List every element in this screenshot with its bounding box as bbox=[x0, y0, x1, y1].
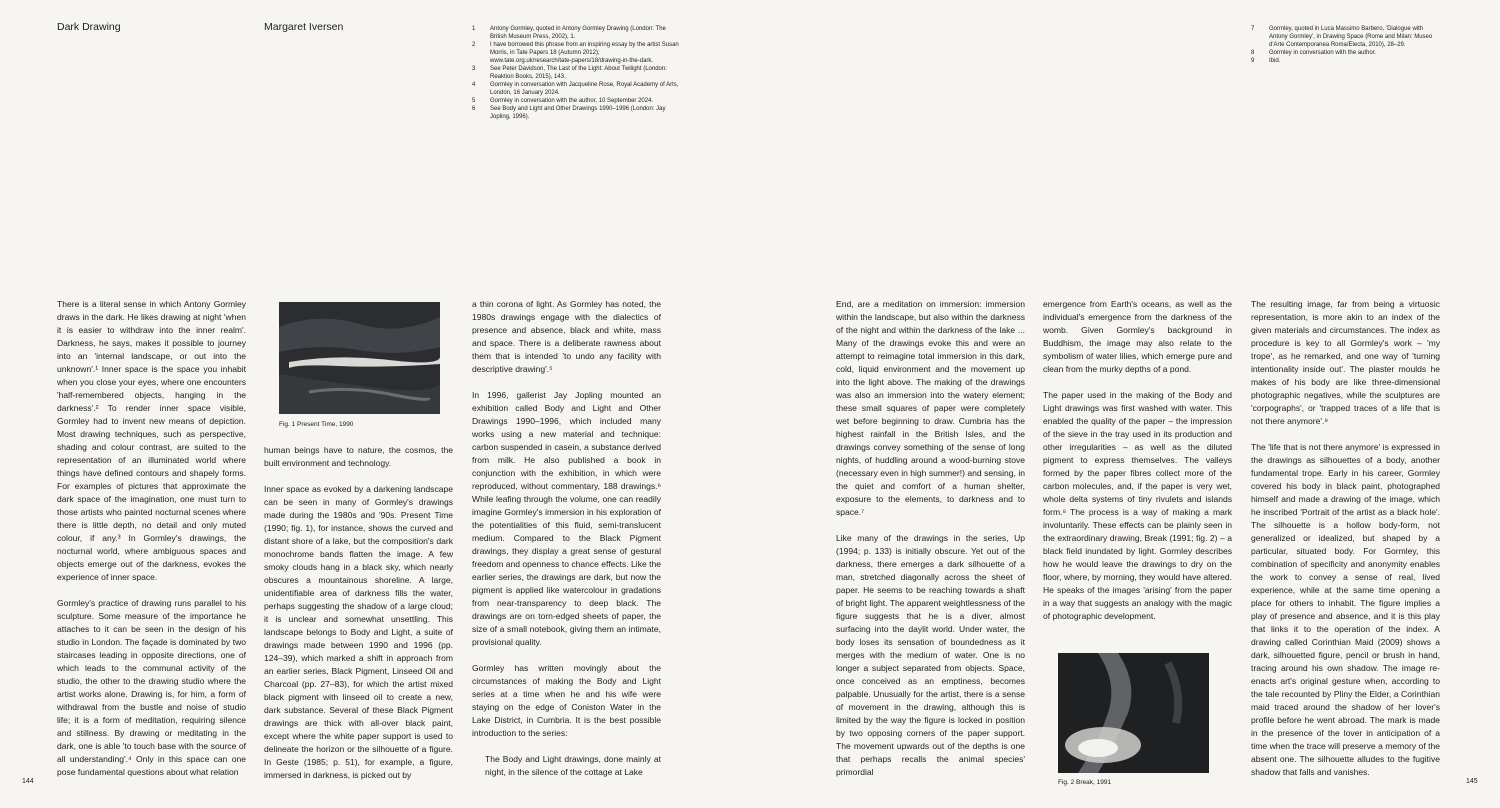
text-column-6 bbox=[1251, 298, 1440, 779]
text-column-2 bbox=[264, 444, 453, 782]
paragraph: emergence from Earth's oceans, as well as the individual's emergence from the darkness of the womb. Given Gormley's background in Buddhism, the image may also relate to the symbolism of water lilies, which emerge pure and clean from the murky depths of a pond. bbox=[1043, 299, 1232, 374]
running-title: Dark Drawing bbox=[57, 21, 121, 33]
footnote: 4 Gormley in conversation with Jacqueline Rose, Royal Academy of Arts, London, 16 January 2024. bbox=[472, 82, 679, 96]
footnote: 9 Ibid. bbox=[1251, 58, 1281, 64]
paragraph: The paper used in the making of the Body and Light drawings was first washed with water. This enabled the quality of the paper – the impression of the sieve in the tray used in its production and other irregularities – as well as the diluted pigment to express themselves. The valleys formed by the paper fibres collect more of the carbon molecules, and, if the paper is very wet, whole delta systems of tiny rivulets and islands form.⁸ The process is a way of making a mark involuntarily. These effects can be plainly seen in the extraordinary drawing, Break (1991; fig. 2) – a black field inundated by light. Gormley describes how he would leave the drawings to dry on the floor, where, by morning, they would have altered. He speaks of the images 'arising' from the paper in a way that suggests an analogy with the magic of photographic development. bbox=[1043, 390, 1232, 621]
page-number-right: 145 bbox=[1466, 778, 1478, 785]
paragraph: The resulting image, far from being a virtuosic representation, is more akin to an index of the given materials and circumstances. The index as procedure is key to all Gormley's work – 'my trope', as he remarked, and one way of 'turning intentionality inside out'. The plaster moulds he makes of his body are like three-dimensional photographic negatives, while the sculptures are 'corpographs', or 'trapped traces of a life that is not there anymore'.⁹ bbox=[1251, 299, 1440, 426]
paragraph: End, are a meditation on immersion: immersion within the landscape, but also within the darkness of the night and within the darkness of the lake ... Many of the drawings evoke this and were an attempt to reimagine total immersion in this dark, cold, liquid environment and the movement up into the light above. The making of the drawings was also an immersion into the watery element; these small squares of paper were completely wet before beginning to draw. Cumbria has the highest rainfall in the British Isles, and the drawings convey something of the sense of long nights, of huddling around a wood-burning stove (necessary even in high summer!) and sensing, in the quiet and comfort of a human shelter, exposure to the elements, to darkness and to space.⁷ bbox=[836, 299, 1025, 517]
figure-present-time bbox=[279, 302, 440, 414]
paragraph: human beings have to nature, the cosmos, the built environment and technology. bbox=[264, 445, 453, 468]
footnotes-right bbox=[1251, 25, 1441, 65]
text-column-1 bbox=[57, 298, 246, 779]
drawing-image bbox=[279, 302, 440, 414]
figure-caption: Fig. 2 Break, 1991 bbox=[1058, 779, 1112, 786]
footnote: 6 See Body and Light and Other Drawings 1990–1996 (London: Jay Jopling, 1996). bbox=[472, 106, 666, 120]
drawing-image bbox=[1058, 653, 1209, 773]
author-name: Margaret Iversen bbox=[264, 21, 344, 33]
paragraph: The 'life that is not there anymore' is expressed in the drawings as silhouettes of a body, another fundamental trope. Early in his career, Gormley covered his body in black paint, photographed himself and made a drawing of the image, which he inscribed 'Portrait of the artist as a black hole'. The silhouette is a hollow body-form, not generalized or idealized, but shaped by a particular, situated body. For Gormley, this combination of specificity and anonymity enables the work to convey a sense of real, lived experience, while at the same time opening a place for others to inhabit. The figure implies a play of presence and absence, and it is this play that links it to the operation of the index. A drawing called Corinthian Maid (2009) shows a dark, silhouetted figure, pencil or brush in hand, tracing around his own shadow. The image re-enacts art's original gesture when, according to the tale recounted by Pliny the Elder, a Corinthian maid traced around the shadow of her lover's profile before he went abroad. The mark is made in the presence of the lover in anticipation of a time when the trace will preserve a memory of the absent one. The silhouette alludes to the fugitive shadow that falls and vanishes. bbox=[1251, 442, 1440, 777]
paragraph: There is a literal sense in which Antony Gormley draws in the dark. He likes drawing at night 'when it is easier to withdraw into the inner realm'. Darkness, he says, makes it possible to journey into an 'internal landscape, or out into the unknown'.¹ Inner space is the space you inhabit when you close your eyes, where one encounters 'half-remembered objects, hanging in the darkness'.² To render inner space visible, Gormley had to invent new means of depiction. Most drawing techniques, such as perspective, shading and colour contrast, are suited to the representation of an illuminated world where things have defined contours and shapely forms. For examples of pictures that approximate the dark space of the imagination, one must turn to those artists who painted nocturnal scenes where there is little depth, no detail and only muted colour, if any.³ In Gormley's drawings, the nocturnal world, where ambiguous spaces and objects emerge out of the darkness, evokes the experience of inner space. bbox=[57, 299, 246, 582]
paragraph: Gormley has written movingly about the circumstances of making the Body and Light series at a time when he and his wife were staying on the edge of Coniston Water in the Lake District, in Cumbria. It is the best possible introduction to the series: bbox=[472, 663, 661, 738]
footnote: 3 See Peter Davidson, The Last of the Light: About Twilight (London: Reaktion Books, 2015), 143. bbox=[472, 66, 667, 80]
figure-caption: Fig. 1 Present Time, 1990 bbox=[279, 421, 354, 428]
footnote: 8 Gormley in conversation with the author. bbox=[1251, 50, 1377, 56]
footnote: 7 Gormley, quoted in Luca Massimo Barbero, 'Dialogue with Antony Gormley', in Drawing Space (Rome and Milan: Museo d'Arte Contemporanea Roma/Electa, 2010), 28–29. bbox=[1251, 26, 1433, 48]
footnote: 2 I have borrowed this phrase from an inspiring essay by the artist Susan Morris, in Tate Papers 18 (Autumn 2012); www.tate.org.uk/research/tate-papers/18/drawing-in-the-dark. bbox=[472, 42, 679, 64]
paragraph: Gormley's practice of drawing runs parallel to his sculpture. Some measure of the importance he attaches to it can be seen in the design of his studio in London. The façade is dominated by two staircases leading in opposite directions, one of which leads to the communal activity of the studio, the other to the drawing studio where the artist works alone. Drawing is, for him, a form of withdrawal from the bustle and noise of studio life; it is a form of meditation, requiring silence and stillness. By drawing or meditating in the dark, one is able 'to touch base with the source of all understanding'.⁴ Only in this space can one pose fundamental questions about what relation bbox=[57, 598, 246, 777]
paragraph: Like many of the drawings in the series, Up (1994; p. 133) is initially obscure. Yet out of the darkness, there emerges a dark silhouette of a man, stretched diagonally across the sheet of paper. He seems to be reaching towards a shaft of bright light. The apparent weightlessness of the figure suggests that he is a diver, almost surfacing into the daylit world. Under water, the body loses its sensation of boundedness as it merges with the medium of water. One is no longer a subject separated from objects. Space, once conceived as an emptiness, becomes palpable. Unusually for the artist, there is a sense of movement in the drawing, although this is limited by the way the figure is locked in position by two opposing corners of the paper support. The movement upwards out of the depths is one that perhaps recalls the animal species' primordial bbox=[836, 533, 1025, 777]
paragraph: Inner space as evoked by a darkening landscape can be seen in many of Gormley's drawings made during the 1980s and '90s. Present Time (1990; fig. 1), for instance, shows the curved and distant shore of a lake, but the composition's dark monochrome bands flatten the image. A few smoky clouds hang in a black sky, which nearly obscures a mountainous shoreline. A large, unidentifiable area of darkness fills the water, perhaps suggesting the shadow of a large cloud; it is unclear and somewhat unsettling. This landscape belongs to Body and Light, a suite of drawings made between 1990 and 1996 (pp. 124–39), which marked a shift in approach from an earlier series, Black Pigment, Linseed Oil and Charcoal (pp. 27–83), for which the artist mixed black pigment with linseed oil to create a new, dark substance. Several of these Black Pigment drawings are thick with all-over black paint, except where the white paper support is used to delineate the horizon or the silhouette of a figure. In Geste (1985; p. 51), for example, a figure, immersed in darkness, is picked out by bbox=[264, 484, 453, 780]
paragraph: a thin corona of light. As Gormley has noted, the 1980s drawings engage with the dialectics of presence and absence, black and white, mass and space. There is a deliberate rawness about them that is intended 'to undo any facility with descriptive drawing'.⁵ bbox=[472, 299, 661, 374]
footnotes-left bbox=[472, 25, 680, 121]
text-column-5 bbox=[1043, 298, 1232, 623]
text-column-3 bbox=[472, 298, 661, 779]
page-number-left: 144 bbox=[22, 778, 34, 785]
text-column-4 bbox=[836, 298, 1025, 779]
footnote: 5 Gormley in conversation with the author, 10 September 2024. bbox=[472, 98, 654, 104]
footnote: 1 Antony Gormley, quoted in Antony Gormley Drawing (London: The British Museum Press, 2002), 1. bbox=[472, 26, 666, 40]
figure-break bbox=[1058, 653, 1209, 773]
paragraph: In 1996, gallerist Jay Jopling mounted an exhibition called Body and Light and Other Drawings 1990–1996, which included many works using a new material and technique: carbon suspended in casein, a substance derived from milk. He also published a book in conjunction with the exhibition, in which were reproduced, without commentary, 188 drawings.⁶ While leafing through the volume, one can readily imagine Gormley's immersion in his exploration of the potentialities of this fluid, semi-translucent medium. Compared to the Black Pigment drawings, they display a great sense of gestural freedom and openness to chance effects. Like the earlier series, the drawings are dark, but now the pigment is applied like watercolour in gradations from near-transparency to deep black. The drawings are on torn-edged sheets of paper, the size of a small notebook, giving them an intimate, provisional quality. bbox=[472, 390, 661, 647]
block-quote: The Body and Light drawings, done mainly at night, in the silence of the cottage at Lake bbox=[485, 754, 661, 777]
